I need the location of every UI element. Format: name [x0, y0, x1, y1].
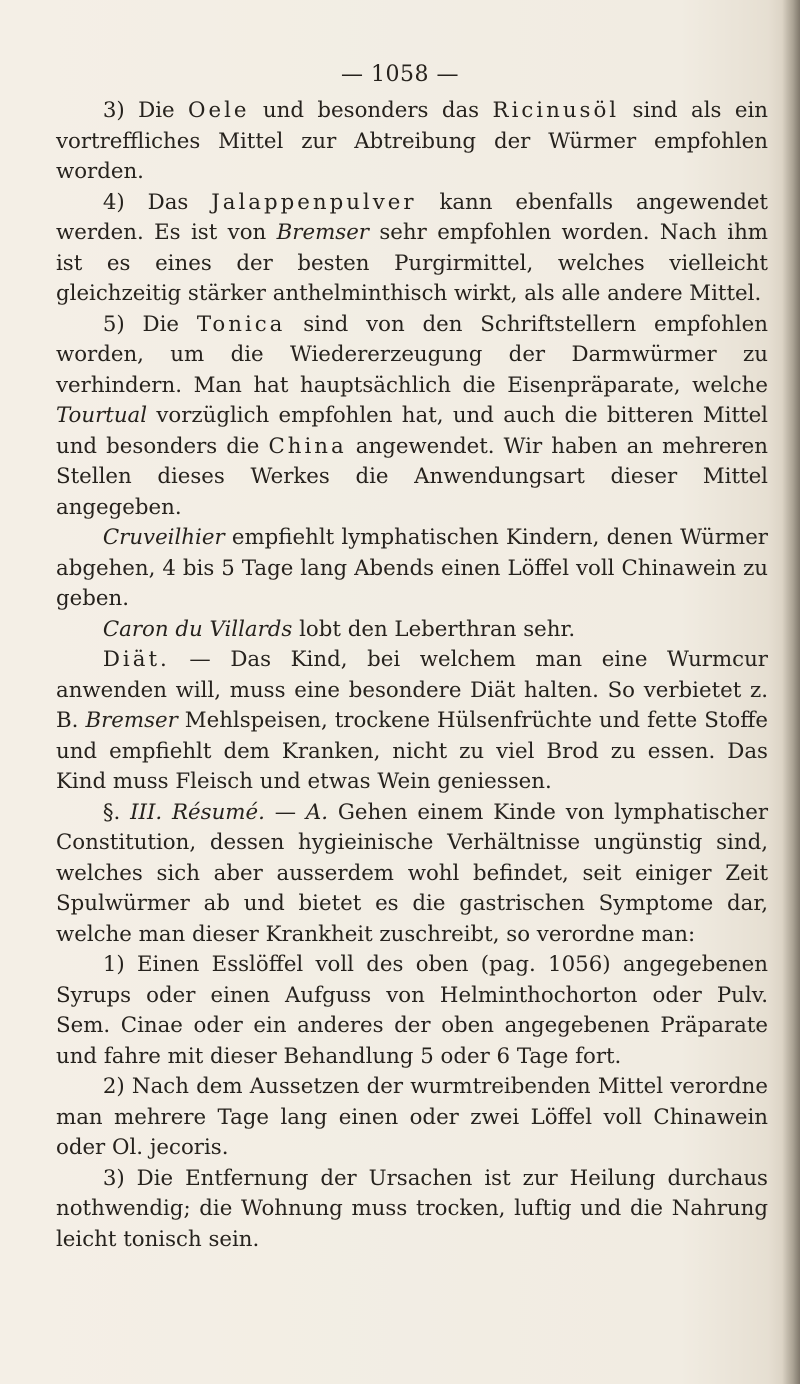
text-run: Gehen einem Kinde von lymphatischer Constitution, dessen hygieinische Verhältnisse ungünstig sind, welches sich aber ausserdem wohl befindet, seit einiger Zeit Spulwürmer ab und bietet es die gastrischen Symptome dar, welche man dieser Krankheit zuschreibt, so verordne man:: [56, 799, 768, 947]
text-run: sind von den Schriftstellern empfohlen worden, um die Wiedererzeugung der Darmwürmer zu verhindern. Man hat hauptsächlich die Eisenpräparate, welche: [56, 311, 768, 398]
text-run: sehr empfohlen worden. Nach ihm ist es eines der besten Purgirmittel, welches vielleicht gleichzeitig stärker anthelminthisch wirkt, als alle andere Mittel.: [56, 220, 768, 306]
text-run: 3) Die Entfernung der Ursachen ist zur Heilung durchaus nothwendig; die Wohnung muss trocken, luftig und die Nahrung leicht tonisch sein.: [56, 1165, 768, 1252]
italic-text: III. Résumé.: [130, 799, 265, 825]
text-run: —: [264, 799, 306, 825]
para-resume: [56, 798, 768, 951]
italic-text: Cruveilhier: [102, 525, 225, 550]
text-run: — Das Kind, bei welchem man eine Wurmcur anwenden will, muss eine besondere Diät halten. So verbietet z. B.: [56, 647, 768, 733]
spaced-text: Jalappenpulver: [211, 189, 417, 215]
text-run: kann ebenfalls angewendet werden. Es ist von: [56, 189, 768, 245]
text-run: angewendet. Wir haben an mehreren Stellen dieses Werkes die Anwendungsart dieser Mittel angegeben.: [56, 433, 768, 520]
italic-text: A.: [305, 799, 329, 825]
para-ursachen: [56, 1164, 768, 1256]
para-diaet: [56, 645, 768, 798]
page-number: — 1058 —: [341, 62, 459, 87]
spaced-text: Tonica: [196, 311, 286, 337]
page-edge-shadow: [782, 0, 800, 1384]
para-aussetzen: [56, 1072, 768, 1164]
spaced-text: Oele: [188, 98, 250, 123]
text-run: 3) Die: [102, 98, 189, 123]
spaced-text: Ricinusöl: [492, 98, 620, 123]
body-text: [56, 96, 768, 1255]
text-run: 5) Die: [102, 311, 197, 337]
text-run: und besonders das: [249, 98, 493, 123]
text-run: 4) Das: [102, 189, 212, 215]
italic-text: Tourtual: [56, 403, 148, 428]
text-run: §.: [102, 799, 131, 825]
italic-text: Bremser: [85, 708, 178, 733]
text-run: lobt den Leberthran sehr.: [292, 616, 576, 642]
para-cruveilhier: [56, 523, 768, 615]
para-essloeffel: [56, 950, 768, 1072]
spaced-text: China: [268, 433, 347, 459]
para-caron: [56, 615, 768, 646]
text-run: sind als ein vortreffliches Mittel zur Abtreibung der Würmer empfohlen worden.: [56, 98, 769, 184]
para-oele: [56, 96, 768, 188]
italic-text: Bremser: [276, 220, 369, 245]
para-tonica: [56, 310, 768, 524]
text-run: 1) Einen Esslöffel voll des oben (pag. 1056) angegebenen Syrups oder einen Aufguss von Helminthochorton oder Pulv. Sem. Cinae oder ein anderes der oben angegebenen Präparate und fahre mit dieser Behandlung 5 oder 6 Tage fort.: [56, 952, 768, 1069]
text-run: vorzüglich empfohlen hat, und auch die bitteren Mittel und besonders die: [56, 403, 768, 459]
text-run: 2) Nach dem Aussetzen der wurmtreibenden Mittel verordne man mehrere Tage lang einen oder zwei Löffel voll Chinawein oder Ol. jecoris.: [56, 1074, 768, 1160]
italic-text: Caron du Villards: [102, 616, 293, 642]
text-run: Mehlspeisen, trockene Hülsenfrüchte und fette Stoffe und empfiehlt dem Kranken, nicht zu viel Brod zu essen. Das Kind muss Fleisch und etwas Wein geniessen.: [56, 708, 768, 794]
para-jalappenpulver: [56, 188, 768, 310]
spaced-text: Diät.: [102, 647, 170, 672]
text-run: empfiehlt lymphatischen Kindern, denen Würmer abgehen, 4 bis 5 Tage lang Abends einen Löffel voll Chinawein zu geben.: [56, 525, 768, 611]
